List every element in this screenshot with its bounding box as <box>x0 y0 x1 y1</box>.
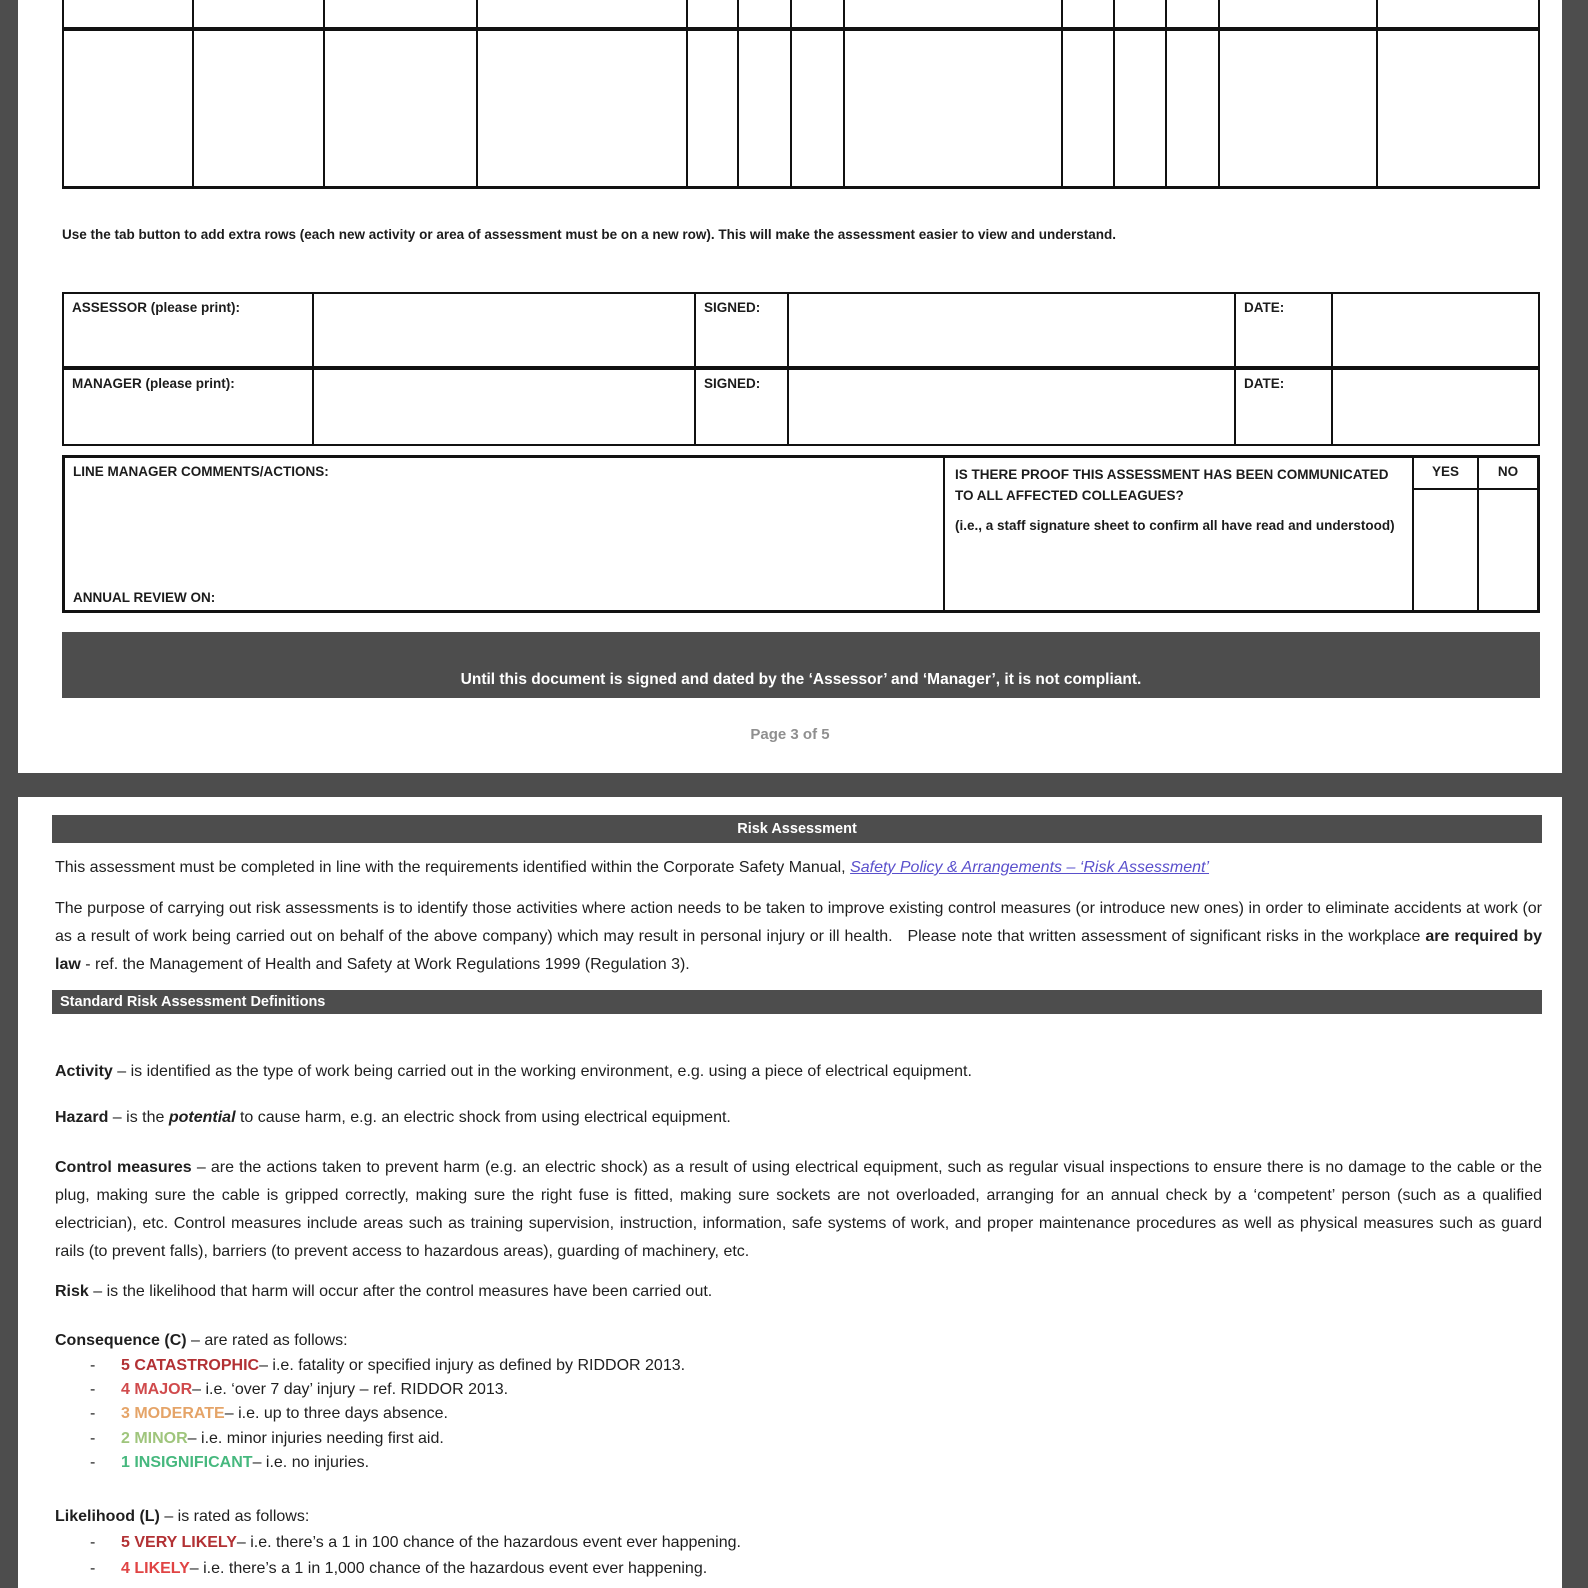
consequence-term: Consequence (C) <box>55 1332 187 1349</box>
bullet-dash: - <box>90 1534 96 1552</box>
rating-item <box>55 1451 1542 1475</box>
rating-label: 4 LIKELY <box>121 1559 190 1577</box>
rating-label: 5 VERY LIKELY <box>121 1534 237 1552</box>
risk-term: Risk <box>55 1283 89 1300</box>
rating-label: 4 MAJOR <box>121 1381 193 1399</box>
empty-table-cell[interactable] <box>478 31 688 186</box>
definition-control-measures <box>55 1154 1542 1266</box>
yes-tick-cell[interactable] <box>1414 490 1479 610</box>
empty-table-cell[interactable] <box>845 0 1063 27</box>
empty-table-cell[interactable] <box>739 0 792 27</box>
consequence-rating-list <box>55 1354 1542 1475</box>
line-manager-comments-table <box>62 455 1540 613</box>
empty-table-cell[interactable] <box>845 31 1063 186</box>
empty-table-cell[interactable] <box>1220 31 1378 186</box>
tab-instruction-note: Use the tab button to add extra rows (each new activity or area of assessment must be on a new row). This will make the assessment easier to view and understand. <box>62 227 1117 242</box>
definitions-header: Standard Risk Assessment Definitions <box>60 994 326 1010</box>
rating-label: 1 INSIGNIFICANT <box>121 1453 253 1471</box>
risk-assessment-title-band <box>52 815 1542 843</box>
empty-table-cell[interactable] <box>688 0 739 27</box>
intro-text: This assessment must be completed in line with the requirements identified within the Corporate Safety Manual, <box>55 859 851 876</box>
bullet-dash: - <box>90 1559 96 1577</box>
bullet-dash: - <box>90 1381 96 1399</box>
rating-item <box>55 1556 1542 1582</box>
bullet-dash: - <box>90 1453 96 1471</box>
empty-table-cell[interactable] <box>1378 0 1538 27</box>
no-tick-cell[interactable] <box>1479 490 1537 610</box>
yes-header: YES <box>1414 458 1479 490</box>
bullet-dash: - <box>90 1357 96 1374</box>
empty-table-cell[interactable] <box>792 31 845 186</box>
rating-label: 5 CATASTROPHIC <box>121 1357 260 1374</box>
empty-table-row <box>62 0 1540 31</box>
comments-label: LINE MANAGER COMMENTS/ACTIONS: <box>73 464 329 479</box>
rating-text: – i.e. minor injuries needing first aid. <box>187 1429 444 1447</box>
likelihood-heading <box>55 1504 1542 1530</box>
empty-table-cell[interactable] <box>1167 0 1220 27</box>
empty-table-cell[interactable] <box>1378 31 1538 186</box>
rating-item <box>55 1427 1542 1451</box>
purpose-text-2: - ref. the Management of Health and Safety at Work Regulations 1999 (Regulation 3). <box>80 956 690 973</box>
rating-text: – i.e. there’s a 1 in 100 chance of the hazardous event ever happening. <box>236 1534 741 1552</box>
empty-table-cell[interactable] <box>325 31 478 186</box>
purpose-bold-text: are required by law <box>55 928 1542 973</box>
manager-date-label: DATE: <box>1236 370 1333 444</box>
empty-table-cell[interactable] <box>1167 31 1220 186</box>
likelihood-rating-list <box>55 1530 1542 1581</box>
page-3 <box>18 0 1562 773</box>
empty-table-cell[interactable] <box>194 31 325 186</box>
proof-question-cell <box>945 458 1414 610</box>
assessor-date-cell[interactable] <box>1333 294 1538 370</box>
signoff-table <box>62 292 1540 446</box>
purpose-paragraph <box>55 895 1542 979</box>
hazard-italic-word: potential <box>168 1109 236 1126</box>
consequence-heading <box>55 1327 1542 1354</box>
annual-review-label: ANNUAL REVIEW ON: <box>73 590 216 605</box>
assessor-name-cell[interactable] <box>314 294 696 370</box>
rating-label: 2 MINOR <box>121 1429 188 1447</box>
hazard-term: Hazard <box>55 1109 109 1126</box>
empty-table-cell[interactable] <box>1115 31 1167 186</box>
intro-paragraph <box>55 854 1542 882</box>
rating-item <box>55 1530 1542 1556</box>
control-text: – are the actions taken to prevent harm (e.g. an electric shock) as a result of using electrical equipment, such as regular visual inspections to ensure there is no damage to the cable or the plug, making sure the cable is gripped correctly, making sure the right fuse is fitted, making sure sockets are not overloaded, arranging for an annual check by a ‘competent’ person (such as a qualified electrician), etc. Control measures include areas such as training supervision, instruction, information, safe systems of work, and proper maintenance procedures as well as physical measures such as guard rails (to prevent falls), barriers (to prevent access to hazardous areas), guarding of machinery, etc. <box>55 1159 1542 1260</box>
empty-table-cell[interactable] <box>1063 0 1115 27</box>
definitions-header-band <box>52 990 1542 1014</box>
rating-text: – i.e. ‘over 7 day’ injury – ref. RIDDOR 2013. <box>192 1381 509 1399</box>
rating-text: – i.e. up to three days absence. <box>224 1405 448 1423</box>
risk-text: – is the likelihood that harm will occur after the control measures have been carried out. <box>88 1283 713 1300</box>
definition-hazard <box>55 1104 1542 1132</box>
page-number: Page 3 of 5 <box>750 726 830 743</box>
compliance-banner <box>62 632 1540 698</box>
empty-table-cell[interactable] <box>194 0 325 27</box>
manager-name-cell[interactable] <box>314 370 696 444</box>
rating-item <box>55 1354 1542 1378</box>
empty-table-cell[interactable] <box>1220 0 1378 27</box>
definition-activity <box>55 1058 1542 1086</box>
empty-table-cell[interactable] <box>478 0 688 27</box>
rating-text: – i.e. no injuries. <box>252 1453 370 1471</box>
bullet-dash: - <box>90 1429 96 1447</box>
assessor-date-label: DATE: <box>1236 294 1333 370</box>
empty-table-cell[interactable] <box>739 31 792 186</box>
manager-label: MANAGER (please print): <box>64 370 314 444</box>
activity-term: Activity <box>55 1063 113 1080</box>
empty-table-cell[interactable] <box>325 0 478 27</box>
activity-text: – is identified as the type of work being carried out in the working environment, e.g. using a piece of electrical equipment. <box>112 1063 972 1080</box>
empty-table-cell[interactable] <box>1115 0 1167 27</box>
proof-question: IS THERE PROOF THIS ASSESSMENT HAS BEEN COMMUNICATED TO ALL AFFECTED COLLEAGUES? <box>955 467 1389 503</box>
empty-table-cell[interactable] <box>688 31 739 186</box>
definition-risk <box>55 1278 1542 1306</box>
rating-item <box>55 1378 1542 1402</box>
empty-table-cell[interactable] <box>792 0 845 27</box>
purpose-text-1: The purpose of carrying out risk assessments is to identify those activities where action needs to be taken to improve existing control measures (or introduce new ones) in order to eliminate accidents at work (or as a result of work being carried out on behalf of the above company) which may result in personal injury or ill health. Please note that written assessment of significant risks in the workplace <box>55 900 1542 945</box>
proof-question-note: (i.e., a staff signature sheet to confirm all have read and understood) <box>955 518 1395 533</box>
bullet-dash: - <box>90 1405 96 1423</box>
manager-date-cell[interactable] <box>1333 370 1538 444</box>
rating-text: – i.e. there’s a 1 in 1,000 chance of the hazardous event ever happening. <box>189 1559 708 1577</box>
rating-text: – i.e. fatality or specified injury as defined by RIDDOR 2013. <box>259 1357 686 1374</box>
risk-assessment-title: Risk Assessment <box>737 821 857 837</box>
assessor-signed-label: SIGNED: <box>696 294 789 370</box>
likelihood-heading-rest: – is rated as follows: <box>159 1508 310 1526</box>
consequence-heading-rest: – are rated as follows: <box>186 1332 348 1349</box>
empty-table-cell[interactable] <box>1063 31 1115 186</box>
hazard-text-post: to cause harm, e.g. an electric shock from using electrical equipment. <box>235 1109 731 1126</box>
risk-assessment-empty-table <box>62 0 1540 189</box>
manager-signature-cell[interactable] <box>789 370 1236 444</box>
comments-cell[interactable] <box>65 458 945 610</box>
page-4 <box>18 797 1562 1588</box>
rating-item <box>55 1402 1542 1426</box>
no-header: NO <box>1479 458 1537 490</box>
assessor-signature-cell[interactable] <box>789 294 1236 370</box>
manager-signed-label: SIGNED: <box>696 370 789 444</box>
hazard-text-pre: – is the <box>108 1109 169 1126</box>
assessor-label: ASSESSOR (please print): <box>64 294 314 370</box>
empty-table-cell[interactable] <box>64 31 194 186</box>
empty-table-row <box>62 31 1540 189</box>
compliance-banner-text: Until this document is signed and dated by the ‘Assessor’ and ‘Manager’, it is not compliant. <box>460 671 1142 688</box>
rating-label: 3 MODERATE <box>121 1405 225 1423</box>
control-term: Control measures <box>55 1159 192 1176</box>
empty-table-cell[interactable] <box>64 0 194 27</box>
risk-assessment-policy-link[interactable]: Safety Policy & Arrangements – ‘Risk Assessment’ <box>850 859 1210 876</box>
likelihood-term: Likelihood (L) <box>55 1508 160 1526</box>
